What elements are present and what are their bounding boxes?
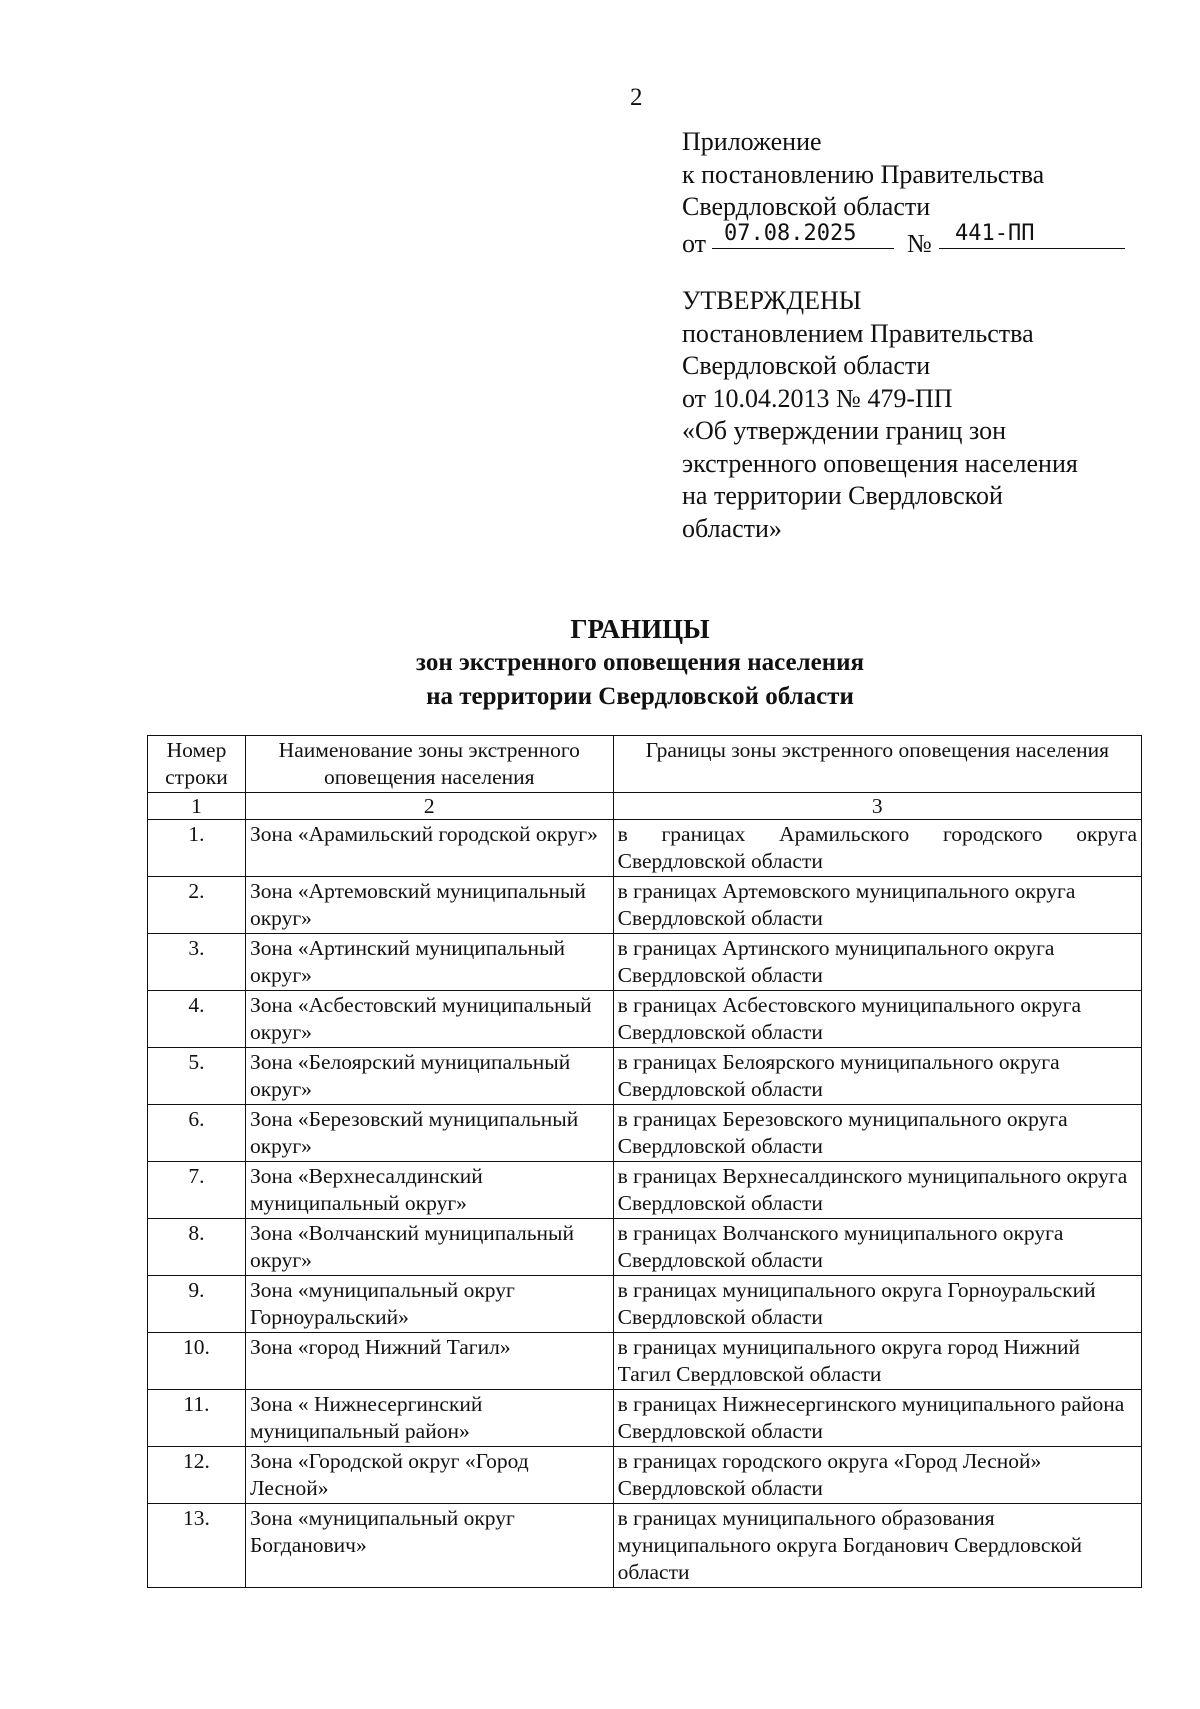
row-number: 4.: [148, 991, 246, 1048]
zone-name: Зона «Верхнесалдинский муниципальный округ»: [245, 1162, 613, 1219]
document-title: [0, 612, 1200, 714]
table-row: [148, 1219, 1142, 1276]
table-header-row: [148, 736, 1142, 793]
row-number: 8.: [148, 1219, 246, 1276]
column-number: 2: [245, 793, 613, 820]
row-number: 10.: [148, 1333, 246, 1390]
table-row: [148, 1105, 1142, 1162]
zone-bounds: в границах Волчанского муниципального округа Свердловской области: [613, 1219, 1141, 1276]
page-number: 2: [630, 84, 643, 111]
appendix-number: 441-ПП: [939, 218, 1125, 249]
zone-bounds: в границах Березовского муниципального округа Свердловской области: [613, 1105, 1141, 1162]
zone-bounds: в границах Нижнесергинского муниципального района Свердловской области: [613, 1390, 1141, 1447]
appendix-line: к постановлению Правительства: [682, 159, 1045, 189]
header-zone-bounds: Границы зоны экстренного оповещения населения: [613, 736, 1141, 793]
table-row: [148, 1048, 1142, 1105]
zone-bounds: в границах Асбестовского муниципального округа Свердловской области: [613, 991, 1141, 1048]
table-row: [148, 1390, 1142, 1447]
title-line: ГРАНИЦЫ: [570, 614, 710, 644]
table-row: [148, 820, 1142, 877]
zone-name: Зона «Асбестовский муниципальный округ»: [245, 991, 613, 1048]
approved-line: экстренного оповещения населения: [682, 448, 1078, 478]
table-row: [148, 1504, 1142, 1588]
zone-bounds: в границах Белоярского муниципального округа Свердловской области: [613, 1048, 1141, 1105]
row-number: 2.: [148, 877, 246, 934]
approved-line: «Об утверждении границ зон: [682, 416, 1006, 445]
title-line: зон экстренного оповещения населения: [415, 649, 865, 676]
appendix-block: [682, 126, 1044, 258]
table-row: [148, 1276, 1142, 1333]
table-row: [148, 1162, 1142, 1219]
zone-name: Зона «Волчанский муниципальный округ»: [245, 1219, 613, 1276]
approved-line: постановлением Правительства: [682, 318, 1034, 348]
approved-line: УТВЕРЖДЕНЫ: [682, 286, 862, 315]
header-zone-name: Наименование зоны экстренного оповещения населения: [245, 736, 613, 793]
row-number: 6.: [148, 1105, 246, 1162]
row-number: 13.: [148, 1504, 246, 1588]
table-row: [148, 1333, 1142, 1390]
appendix-date: 07.08.2025: [712, 218, 894, 249]
zone-name: Зона « Нижнесергинский муниципальный район»: [245, 1390, 613, 1447]
approved-line: области»: [682, 513, 782, 543]
approved-block: [682, 285, 1078, 545]
approved-line: Свердловской области: [682, 351, 931, 380]
zone-name: Зона «Артинский муниципальный округ»: [245, 934, 613, 991]
zone-name: Зона «Белоярский муниципальный округ»: [245, 1048, 613, 1105]
zone-bounds: в границах муниципального округа Горноуральский Свердловской области: [613, 1276, 1141, 1333]
zone-name: Зона «муниципальный округ Богданович»: [245, 1504, 613, 1588]
header-row-number: Номер строки: [148, 736, 246, 793]
title-line: на территории Свердловской области: [426, 683, 854, 710]
row-number: 1.: [148, 820, 246, 877]
approved-line: на территории Свердловской: [682, 481, 1003, 510]
column-number: 3: [613, 793, 1141, 820]
zone-bounds: в границах городского округа «Город Лесной» Свердловской области: [613, 1447, 1141, 1504]
row-number: 12.: [148, 1447, 246, 1504]
row-number: 3.: [148, 934, 246, 991]
zone-name: Зона «Городской округ «Город Лесной»: [245, 1447, 613, 1504]
appendix-date-number-line: [682, 220, 1044, 258]
table-row: [148, 877, 1142, 934]
zone-bounds: в границах муниципального округа город Нижний Тагил Свердловской области: [613, 1333, 1141, 1390]
row-number: 7.: [148, 1162, 246, 1219]
column-number: 1: [148, 793, 246, 820]
number-sign: №: [907, 228, 932, 258]
table-row: [148, 991, 1142, 1048]
date-prefix: от: [682, 228, 707, 258]
zone-bounds: в границах Верхнесалдинского муниципального округа Свердловской области: [613, 1162, 1141, 1219]
zone-bounds: в границах муниципального образования муниципального округа Богданович Свердловской области: [613, 1504, 1141, 1588]
table-row: [148, 1447, 1142, 1504]
table-row: [148, 934, 1142, 991]
zone-name: Зона «Арамильский городской округ»: [245, 820, 613, 877]
zones-table: [147, 735, 1142, 1588]
zone-name: Зона «Березовский муниципальный округ»: [245, 1105, 613, 1162]
zone-name: Зона «муниципальный округ Горноуральский»: [245, 1276, 613, 1333]
approved-line: от 10.04.2013 № 479-ПП: [682, 383, 953, 413]
column-number-row: [148, 793, 1142, 820]
zone-bounds: в границах Артинского муниципального округа Свердловской области: [613, 934, 1141, 991]
zone-bounds: в границах Артемовского муниципального округа Свердловской области: [613, 877, 1141, 934]
row-number: 5.: [148, 1048, 246, 1105]
zone-name: Зона «город Нижний Тагил»: [245, 1333, 613, 1390]
row-number: 9.: [148, 1276, 246, 1333]
zone-name: Зона «Артемовский муниципальный округ»: [245, 877, 613, 934]
appendix-line: Приложение: [682, 127, 822, 156]
appendix-line: Свердловской области: [682, 192, 931, 221]
zone-bounds: в границах Арамильского городского округа Свердловской области: [613, 820, 1141, 877]
row-number: 11.: [148, 1390, 246, 1447]
